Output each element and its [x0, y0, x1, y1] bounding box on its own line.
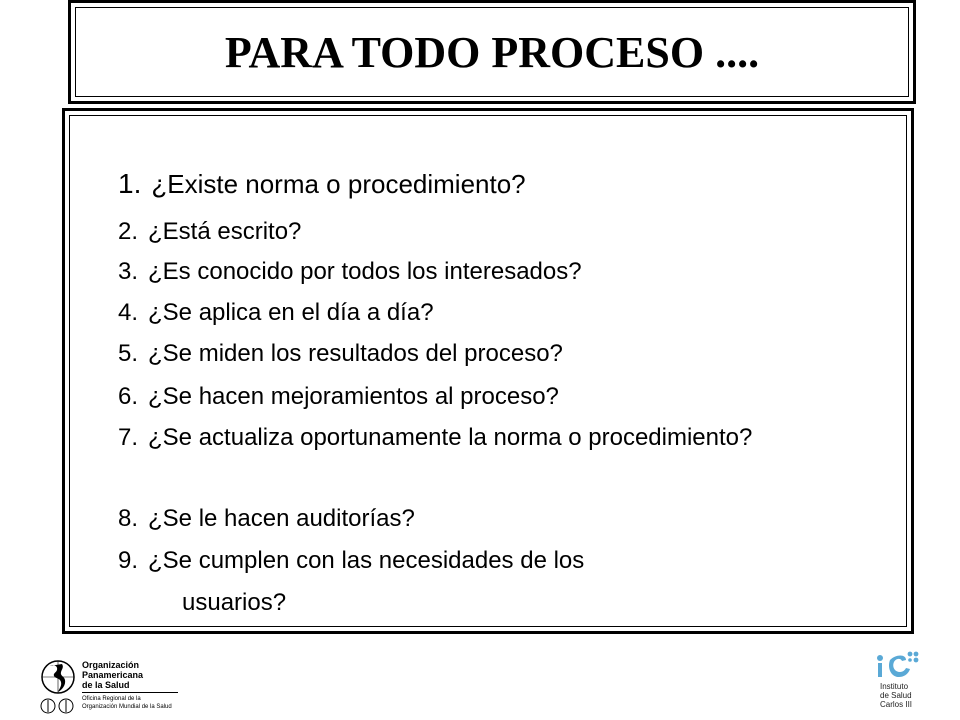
question-item [118, 218, 301, 246]
question-text: ¿Se hacen mejoramientos al proceso? [148, 383, 559, 410]
question-item [118, 425, 768, 451]
paho-logo [40, 658, 180, 714]
slide-title: PARA TODO PROCESO .... [224, 28, 760, 77]
who-subtitle-line: Oficina Regional de la [82, 696, 141, 702]
question-number: 5. [118, 340, 139, 367]
question-number: 1. [118, 168, 142, 199]
isciii-name-line: de Salud [880, 691, 912, 700]
question-text: ¿Se actualiza oportunamente la norma o procedimiento? [148, 424, 753, 451]
question-item [118, 170, 526, 198]
question-item [118, 340, 563, 368]
question-number: 9. [118, 547, 139, 574]
question-item [118, 299, 434, 327]
isciii-logo [872, 648, 922, 716]
question-item [118, 258, 582, 286]
question-text: ¿Es conocido por todos los interesados? [148, 258, 582, 285]
paho-name [82, 660, 143, 690]
question-number: 8. [118, 505, 139, 532]
question-text: ¿Se cumplen con las necesidades de los [148, 547, 585, 574]
question-item [118, 547, 584, 575]
question-number: 6. [118, 383, 139, 410]
question-continuation: usuarios? [182, 589, 287, 616]
paho-name-line: Panamericana [82, 670, 144, 680]
question-text: ¿Se aplica en el día a día? [148, 299, 434, 326]
question-text: ¿Se miden los resultados del proceso? [148, 340, 563, 367]
who-subtitle [82, 695, 172, 711]
paho-divider [82, 692, 178, 693]
question-text: ¿Se le hacen auditorías? [148, 505, 415, 532]
who-emblem-icon [40, 698, 76, 714]
title-frame [68, 0, 916, 104]
isciii-name [880, 682, 912, 709]
paho-name-line: de la Salud [82, 680, 130, 690]
isciii-name-line: Carlos III [880, 700, 913, 709]
isciii-name-line: Instituto [880, 682, 909, 691]
question-item [118, 383, 559, 411]
question-text: ¿Existe norma o procedimiento? [151, 169, 526, 199]
question-text: ¿Está escrito? [148, 218, 302, 245]
question-number: 2. [118, 218, 139, 245]
isciii-mark-icon [872, 648, 922, 682]
americas-globe-icon [40, 658, 76, 696]
question-number: 7. [118, 424, 139, 451]
question-item [118, 505, 415, 533]
question-number: 4. [118, 299, 139, 326]
paho-name-line: Organización [82, 660, 140, 670]
who-subtitle-line: Organización Mundial de la Salud [82, 704, 172, 710]
question-number: 3. [118, 258, 139, 285]
